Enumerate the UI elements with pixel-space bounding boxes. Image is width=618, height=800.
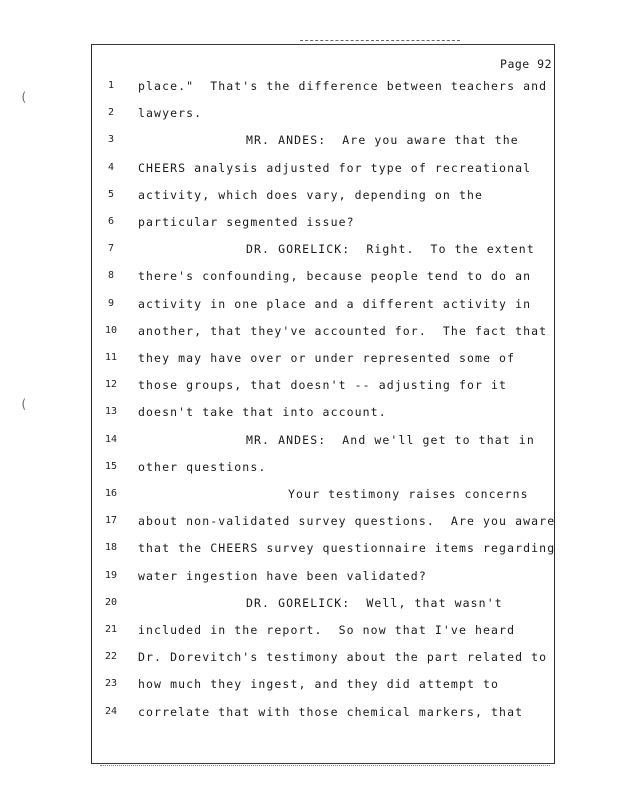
transcript-line xyxy=(91,431,553,451)
line-number: 1 xyxy=(107,80,115,91)
transcript-line xyxy=(91,349,553,369)
line-number: 6 xyxy=(107,216,115,227)
scan-artifact-bottom xyxy=(100,765,550,769)
line-number: 16 xyxy=(104,488,118,499)
line-number: 11 xyxy=(104,352,118,363)
line-text: they may have over or under represented some of xyxy=(138,351,516,365)
transcript-line xyxy=(91,322,553,342)
line-number: 20 xyxy=(104,596,118,608)
line-text: CHEERS analysis adjusted for type of recreational xyxy=(138,160,532,175)
line-number: 14 xyxy=(104,433,118,445)
line-number: 23 xyxy=(104,678,118,690)
line-number: 22 xyxy=(104,651,118,663)
transcript-line xyxy=(91,159,553,179)
line-text: included in the report. So now that I've heard xyxy=(138,623,516,637)
transcript-line xyxy=(91,240,553,260)
scan-artifact-top xyxy=(300,40,460,43)
line-number: 5 xyxy=(107,188,115,200)
line-number: 17 xyxy=(104,515,118,527)
transcript-line xyxy=(91,403,553,423)
transcript-line xyxy=(91,512,556,532)
transcript-line xyxy=(91,376,553,396)
transcript-line xyxy=(91,458,553,478)
margin-mark: ( xyxy=(20,90,28,104)
transcript-line xyxy=(91,131,553,151)
line-number: 3 xyxy=(107,134,115,146)
line-text: how much they ingest, and they did attempt to xyxy=(138,677,500,692)
line-number: 7 xyxy=(107,243,115,255)
line-text: MR. ANDES: Are you aware that the xyxy=(246,133,519,148)
transcript-line xyxy=(91,295,553,315)
line-text: activity, which does vary, depending on the xyxy=(138,187,484,202)
transcript-line xyxy=(91,567,553,587)
transcript-line xyxy=(91,703,553,723)
transcript-line xyxy=(91,621,553,641)
line-number: 2 xyxy=(107,107,115,119)
line-text: Dr. Dorevitch's testimony about the part related to xyxy=(138,650,548,665)
line-text: that the CHEERS survey questionnaire items regarding xyxy=(138,541,556,556)
margin-mark: ( xyxy=(20,397,28,411)
line-number: 9 xyxy=(107,297,115,309)
line-number: 21 xyxy=(104,624,118,635)
line-number: 18 xyxy=(104,542,118,554)
line-number: 15 xyxy=(104,460,118,472)
line-number: 8 xyxy=(107,270,115,282)
line-number: 19 xyxy=(104,569,118,581)
line-text: water ingestion have been validated? xyxy=(138,568,427,583)
line-text: lawyers. xyxy=(138,106,203,121)
line-text: another, that they've accounted for. The fact that xyxy=(138,323,548,338)
line-text: other questions. xyxy=(138,459,267,474)
transcript-line xyxy=(91,485,553,505)
page-number: Page 92 xyxy=(500,57,552,71)
transcript-line xyxy=(91,186,553,206)
line-text: activity in one place and a different activity in xyxy=(138,296,532,311)
line-text: those groups, that doesn't -- adjusting for it xyxy=(138,378,508,393)
line-text: correlate that with those chemical markers, that xyxy=(138,704,524,719)
line-number: 12 xyxy=(104,379,118,391)
line-text: Your testimony raises concerns xyxy=(288,487,529,501)
line-number: 24 xyxy=(104,705,118,717)
transcript-line xyxy=(91,675,553,695)
line-number: 4 xyxy=(107,161,115,173)
line-text: particular segmented issue? xyxy=(138,215,355,229)
transcript-line xyxy=(91,104,553,124)
line-text: DR. GORELICK: Right. To the extent xyxy=(246,242,535,257)
transcript-line xyxy=(91,594,553,614)
line-text: doesn't take that into account. xyxy=(138,405,387,420)
transcript-line xyxy=(91,77,553,97)
line-number: 10 xyxy=(104,324,118,336)
line-number: 13 xyxy=(104,406,118,418)
line-text: DR. GORELICK: Well, that wasn't xyxy=(246,595,503,610)
transcript-line xyxy=(91,267,553,287)
transcript-line xyxy=(91,539,556,559)
line-text: place." That's the difference between teachers and xyxy=(138,79,548,93)
line-text: there's confounding, because people tend to do an xyxy=(138,269,532,284)
line-text: MR. ANDES: And we'll get to that in xyxy=(246,432,535,447)
transcript-line xyxy=(91,648,553,668)
line-text: about non-validated survey questions. Are you aware xyxy=(138,514,556,529)
transcript-line xyxy=(91,213,553,233)
